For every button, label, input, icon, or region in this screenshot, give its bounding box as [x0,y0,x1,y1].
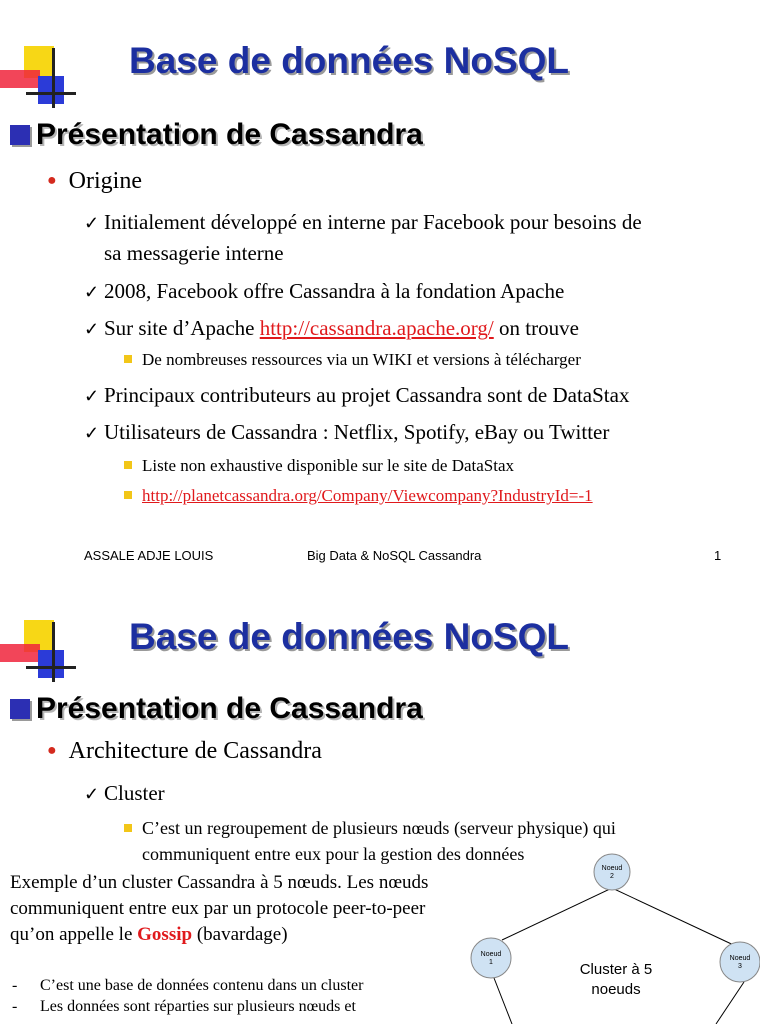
checkmark-icon: ✓ [84,423,100,443]
square-bullet-icon [124,461,132,469]
list-item: ✓ 2008, Facebook offre Cassandra à la fondation Apache [84,276,764,307]
checkmark-icon: ✓ [84,319,100,339]
section-text: Architecture de Cassandra [68,738,322,764]
list-item: ✓ Sur site d’Apache http://cassandra.apache.org/ on trouve [84,313,764,344]
checkmark-icon: ✓ [84,213,100,233]
dash-list-item: - Les données sont réparties sur plusieurs nœuds et [12,998,356,1015]
slide-2 [0,566,768,1024]
heading-text: Présentation de Cassandra [36,118,423,151]
square-bullet-icon [124,824,132,832]
svg-text:Noeud: Noeud [601,865,623,872]
checkmark-icon: ✓ [84,784,100,804]
svg-text:2: 2 [610,873,614,880]
apache-link[interactable]: http://cassandra.apache.org/ [259,316,494,340]
link-node2-node1 [502,888,612,940]
list-item: ✓ Principaux contributeurs au projet Cassandra sont de DataStax [84,380,764,411]
section-origine [47,168,142,195]
node-3 [720,942,760,982]
sub-list-item [124,482,764,509]
slide-title: Base de données NoSQL [129,40,569,81]
dash-list-item: - C’est une base de données contenu dans un cluster [12,977,364,994]
svg-text:3: 3 [738,963,742,970]
sub-list-item: C’est un regroupement de plusieurs nœuds (serveur physique) qui communiquent entre eux pour la gestion des données [124,815,764,867]
square-bullet-icon [124,355,132,363]
node-2 [594,854,630,890]
decorative-logo-icon [0,620,78,684]
checkmark-icon: ✓ [84,282,100,302]
square-bullet-icon [10,125,30,145]
cluster-center-label-1: Cluster à 5 [579,961,653,978]
footer-course: Big Data & NoSQL Cassandra [307,548,482,563]
dot-bullet-icon: ● [47,742,57,759]
footer-page-number: 1 [714,548,722,563]
square-bullet-icon [124,491,132,499]
link-node1-down [494,978,512,1024]
section-architecture [47,738,322,765]
gossip-term: Gossip [137,924,193,945]
link-node2-node3 [612,888,740,948]
square-bullet-icon [10,699,30,719]
list-item: ✓ Utilisateurs de Cassandra : Netflix, Spotify, eBay ou Twitter [84,417,764,448]
heading [10,692,423,726]
section-text: Origine [68,168,142,194]
link-node3-down [716,982,744,1024]
svg-text:Noeud: Noeud [480,951,502,958]
footer-author: ASSALE ADJE LOUIS [84,548,214,563]
checkmark-icon: ✓ [84,386,100,406]
cluster-diagram [460,852,760,1024]
planetcassandra-link[interactable]: http://planetcassandra.org/Company/Viewcompany?IndustryId=-1 [142,486,593,505]
svg-text:Noeud: Noeud [729,955,751,962]
sub-list-item: Liste non exhaustive disponible sur le site de DataStax [124,452,764,479]
node-1 [471,938,511,978]
cluster-center-label-2: noeuds [591,981,641,998]
svg-text:1: 1 [489,959,493,966]
dot-bullet-icon: ● [47,172,57,189]
list-item: ✓ Initialement développé en interne par Facebook pour besoins de sa messagerie interne [84,210,642,265]
cluster-description: Exemple d’un cluster Cassandra à 5 nœuds. Les nœuds communiquent entre eux par un protocole peer-to-peer qu’on appelle le Gossip (bavardage) [10,872,429,945]
decorative-logo-icon [0,46,78,110]
sub-list-item: De nombreuses ressources via un WIKI et versions à télécharger [124,346,764,373]
heading-text: Présentation de Cassandra [36,692,423,725]
list-item: ✓ Cluster [84,778,764,809]
slide-title: Base de données NoSQL [129,616,569,657]
heading [10,118,423,152]
